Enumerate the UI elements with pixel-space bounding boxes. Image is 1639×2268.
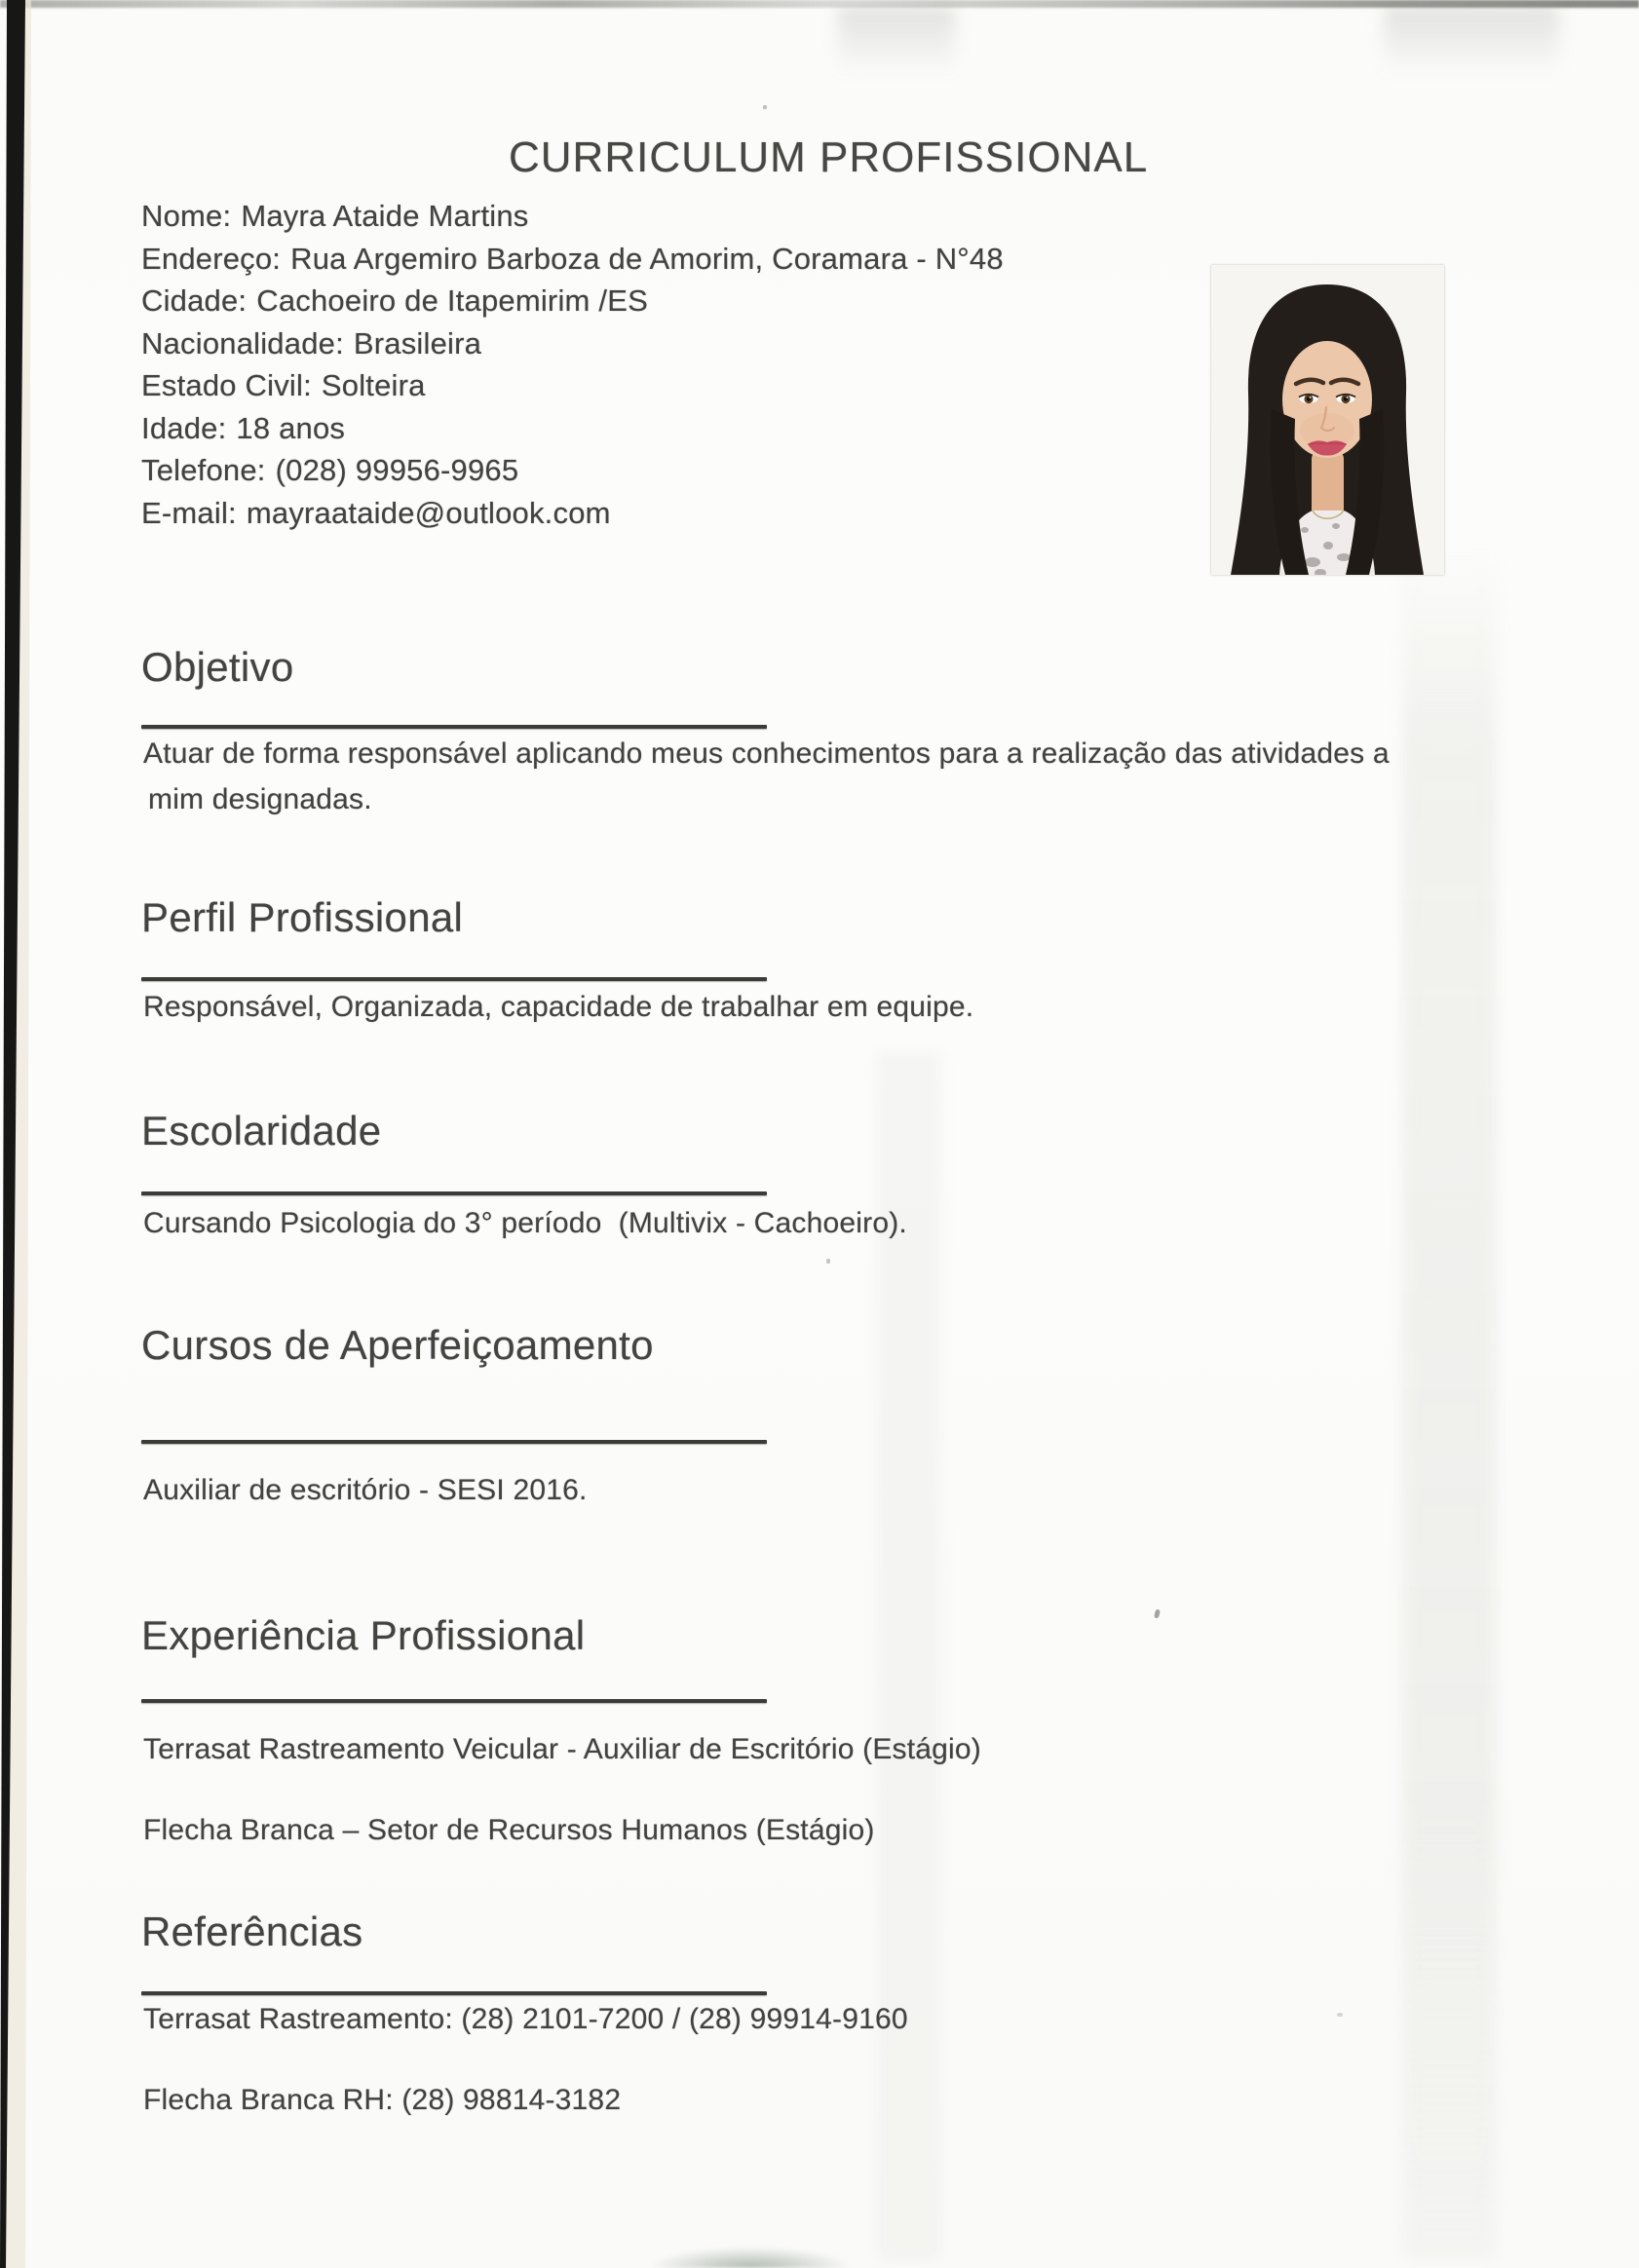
section-underline: [141, 725, 767, 729]
section-text-line: mim designadas.: [148, 783, 372, 815]
section-title: Escolaridade: [141, 1108, 382, 1153]
section-title: Cursos de Aperfeiçoamento: [141, 1322, 654, 1368]
section-text-line: Terrasat Rastreamento: (28) 2101-7200 / (28) 99914-9160: [143, 2003, 908, 2035]
section-title: Objetivo: [141, 644, 294, 690]
info-line-cidade: [141, 280, 1004, 322]
scan-speck: [1154, 1609, 1161, 1619]
section-title: Experiência Profissional: [141, 1612, 586, 1658]
info-label: Idade:: [141, 410, 227, 445]
info-value: Cachoeiro de Itapemirim /ES: [256, 284, 648, 318]
scan-speck: [763, 105, 767, 109]
applicant-photo: [1211, 265, 1444, 575]
info-label: Telefone:: [141, 453, 266, 487]
info-label: Nacionalidade:: [141, 325, 344, 360]
info-line-estado-civil: [141, 364, 1004, 407]
scan-top-fade: [838, 6, 955, 74]
section-text-line: Flecha Branca RH: (28) 98814-3182: [143, 2084, 622, 2116]
info-label: Cidade:: [141, 284, 248, 318]
info-value: Solteira: [321, 368, 426, 402]
scan-streak-right: [1403, 546, 1496, 2260]
section-text-line: Terrasat Rastreamento Veicular - Auxiliar de Escritório (Estágio): [143, 1733, 982, 1765]
page-title: CURRICULUM PROFISSIONAL: [509, 133, 1149, 181]
section-underline: [141, 1991, 767, 1995]
section-text-line: Responsável, Organizada, capacidade de trabalhar em equipe.: [143, 991, 974, 1023]
section-underline: [141, 1191, 767, 1195]
section-underline: [141, 1440, 767, 1444]
section-text-line: Cursando Psicologia do 3° período (Multivix - Cachoeiro).: [143, 1207, 907, 1239]
section-text-line: Atuar de forma responsável aplicando meus conhecimentos para a realização das atividades a: [143, 737, 1390, 770]
info-line-idade: [141, 407, 1004, 450]
section-title: Perfil Profissional: [141, 894, 464, 940]
info-label: Estado Civil:: [141, 368, 312, 402]
info-label: Nome:: [141, 199, 232, 233]
info-label: Endereço:: [141, 241, 282, 276]
scan-speck: [1337, 2013, 1343, 2017]
info-line-endereco: [141, 238, 1004, 281]
section-text-line: Flecha Branca – Setor de Recursos Humanos (Estágio): [143, 1814, 875, 1846]
scan-edge-left: [0, 0, 39, 2268]
info-value: mayraataide@outlook.com: [246, 495, 611, 530]
info-line-email: [141, 492, 1004, 535]
info-value: 18 anos: [236, 410, 346, 445]
info-line-nome: [141, 195, 1004, 238]
info-value: Mayra Ataide Martins: [241, 199, 529, 233]
scan-top-fade: [1384, 6, 1559, 74]
info-label: E-mail:: [141, 495, 237, 530]
scan-speck: [826, 1259, 830, 1264]
section-underline: [141, 977, 767, 981]
info-value: Rua Argemiro Barboza de Amorim, Coramara - N°48: [290, 241, 1004, 276]
info-line-telefone: [141, 449, 1004, 492]
personal-info-block: [141, 195, 1004, 534]
section-title: Referências: [141, 1909, 363, 1954]
info-value: (028) 99956-9965: [275, 453, 519, 487]
info-line-nacionalidade: [141, 322, 1004, 365]
section-text-line: Auxiliar de escritório - SESI 2016.: [143, 1474, 588, 1506]
scan-smudge-bottom: [648, 2247, 853, 2268]
section-underline: [141, 1699, 767, 1703]
info-value: Brasileira: [353, 325, 482, 360]
